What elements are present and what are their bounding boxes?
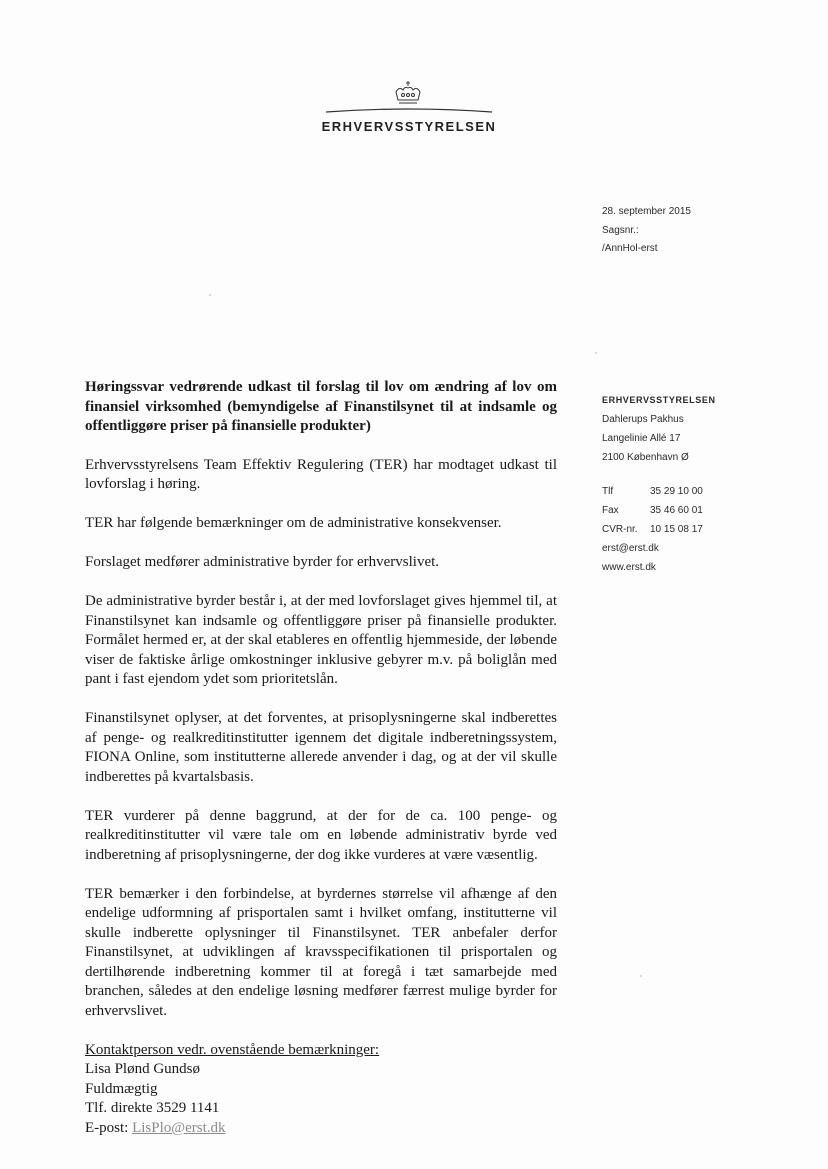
sender-address-block (602, 391, 802, 577)
body-paragraph: TER vurderer på denne baggrund, at der for de ca. 100 penge- og realkreditinstitutter vil være tale om en løbende administrativ byrde ved indberetning af prisoplysningerne, der dog ikke vurderes at være væsentlig. (85, 807, 557, 863)
phone-row (602, 482, 802, 501)
contact-heading: Kontaktperson vedr. ovenstående bemærkninger: (85, 1041, 380, 1058)
scan-speck (209, 294, 211, 296)
royal-crown-icon (391, 80, 425, 106)
body-paragraph: Erhvervsstyrelsens Team Effektiv Regulering (TER) har modtaget udkast til lovforslag i høring. (85, 456, 557, 492)
letter-body (85, 378, 557, 1138)
case-number-label: Sagsnr.: (602, 224, 639, 236)
body-paragraph: Finanstilsynet oplyser, at det forventes, at prisoplysningerne skal indberettes af penge- og realkreditinstitutter igennem det digitale indberetningssystem, FIONA Online, som institutterne allerede anvender i dag, og at der vil skulle indberettes på kvartalsbasis. (85, 710, 557, 785)
cvr-label: CVR-nr. (602, 524, 638, 535)
scan-speck (640, 975, 642, 977)
letter-subject: Høringssvar vedrørende udkast til forslag til lov om ændring af lov om finansiel virksomhed (bemyndigelse af Finanstilsynet til at indsamle og offentliggøre priser på finansielle produkter) (85, 379, 557, 434)
sidebar-website[interactable]: www.erst.dk (602, 562, 656, 573)
letter-date: 28. september 2015 (602, 206, 691, 217)
body-paragraph: TER bemærker i den forbindelse, at byrdernes størrelse vil afhænge af den endelige udformning af prisportalen samt i hvilket omfang, institutterne vil skulle indberette oplysninger til Finanstilsynet. TER anbefaler derfor Finanstilsynet, at udviklingen af kravsspecifikationen til prisportalen og dertilhørende indberetning kommer til at foregå i tæt samarbejde med branchen, således at den endelige løsning medfører færrest mulige byrder for erhvervslivet. (85, 885, 557, 1019)
address-line: Langelinie Allé 17 (602, 433, 681, 444)
letter-meta (602, 203, 691, 259)
fax-label: Fax (602, 505, 619, 516)
contact-title: Fuldmægtig (85, 1080, 158, 1097)
cvr-value: 10 15 08 17 (650, 524, 703, 535)
letterhead-org-name: ERHVERVSSTYRELSEN (321, 119, 497, 134)
contact-email-row (85, 1119, 557, 1139)
address-line: 2100 København Ø (602, 452, 689, 463)
fax-row (602, 501, 802, 520)
body-paragraph: Forslaget medfører administrative byrder for erhvervslivet. (85, 554, 440, 570)
email-label: E-post: (85, 1119, 129, 1136)
address-line: Dahlerups Pakhus (602, 414, 684, 425)
contact-email-link[interactable]: LisPlo@erst.dk (132, 1119, 226, 1136)
body-paragraph: De administrative byrder består i, at der med lovforslaget gives hjemmel til, at Finanstilsynet kan indsamle og offentliggøre priser på finansielle produkter. Formålet hermed er, at der skal etableres en offentlig hjemmeside, der løbende viser de faktiske årlige omkostninger inklusive gebyrer m.v. på boliglån med pant i fast ejendom ydet som prioritetslån. (85, 593, 557, 687)
phone-label: Tlf (602, 486, 614, 497)
sidebar-org-name: ERHVERVSSTYRELSEN (602, 395, 716, 405)
cvr-row (602, 520, 802, 539)
phone-value: 35 29 10 00 (650, 486, 703, 497)
sidebar-email[interactable]: erst@erst.dk (602, 543, 659, 554)
scan-speck (595, 352, 597, 354)
letterhead-divider (326, 106, 492, 116)
contact-phone: Tlf. direkte 3529 1141 (85, 1100, 220, 1116)
fax-value: 35 46 60 01 (650, 505, 703, 516)
contact-name: Lisa Plønd Gundsø (85, 1061, 201, 1077)
reference: /AnnHol-erst (602, 243, 658, 254)
contact-block (85, 1041, 557, 1139)
body-paragraph: TER har følgende bemærkninger om de administrative konsekvenser. (85, 515, 502, 531)
